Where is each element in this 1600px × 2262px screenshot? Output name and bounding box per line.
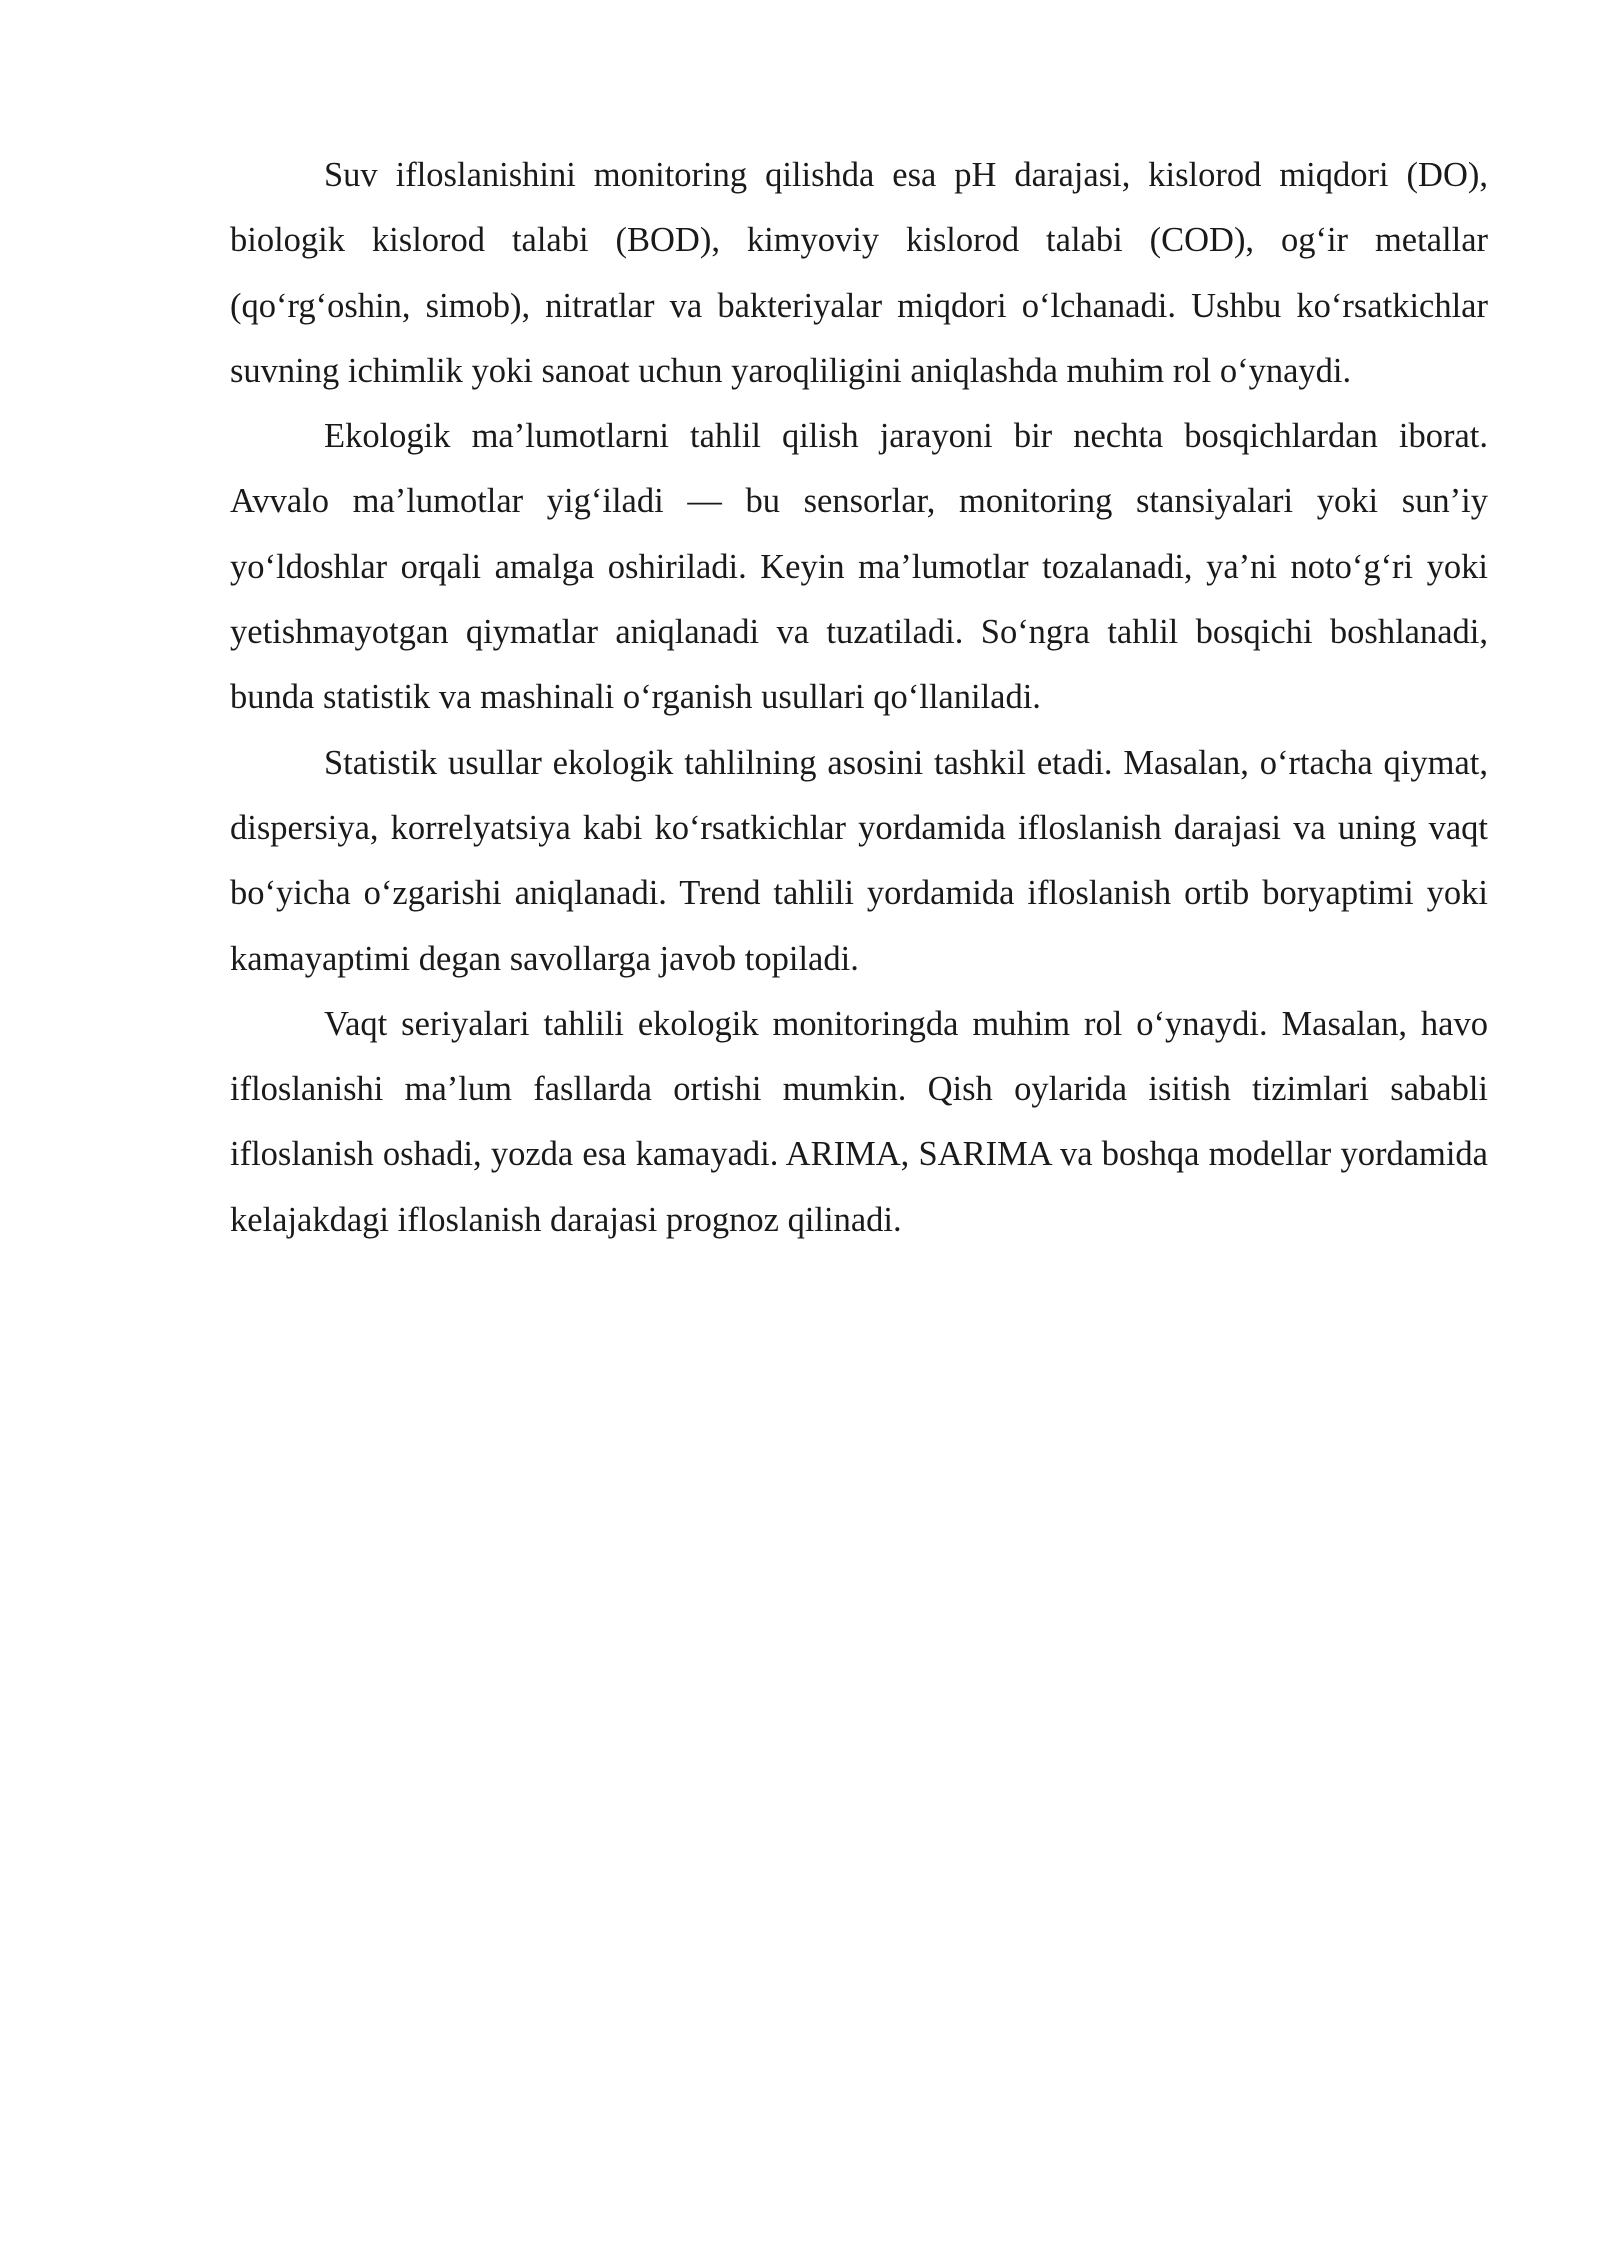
paragraph-analysis-stages: Ekologik ma’lumotlarni tahlil qilish jarayoni bir nechta bosqichlardan iborat. Avvalo ma’lumotlar yig‘iladi — bu sensorlar, monitoring stansiyalari yoki sun’iy yo‘ldoshlar orqali amalga oshiriladi. Keyin ma’lumotlar tozalanadi, ya’ni noto‘g‘ri yoki yetishmayotgan qiymatlar aniqlanadi va tuzatiladi. So‘ngra tahlil bosqichi boshlanadi, bunda statistik va mashinali o‘rganish usullari qo‘llaniladi. <box>230 417 1488 717</box>
document-body <box>230 143 1488 1253</box>
paragraph-statistical-methods: Statistik usullar ekologik tahlilning asosini tashkil etadi. Masalan, o‘rtacha qiymat, dispersiya, korrelyatsiya kabi ko‘rsatkichlar yordamida ifloslanish darajasi va uning vaqt bo‘yicha o‘zgarishi aniqlanadi. Trend tahlili yordamida ifloslanish ortib boryaptimi yoki kamayaptimi degan savollarga javob topiladi. <box>230 743 1488 978</box>
paragraph-time-series: Vaqt seriyalari tahlili ekologik monitoringda muhim rol o‘ynaydi. Masalan, havo ifloslanishi ma’lum fasllarda ortishi mumkin. Qish oylarida isitish tizimlari sababli ifloslanish oshadi, yozda esa kamayadi. ARIMA, SARIMA va boshqa modellar yordamida kelajakdagi ifloslanish darajasi prognoz qilinadi. <box>230 1004 1488 1239</box>
paragraph-water-monitoring: Suv ifloslanishini monitoring qilishda esa pH darajasi, kislorod miqdori (DO), biologik kislorod talabi (BOD), kimyoviy kislorod talabi (COD), og‘ir metallar (qo‘rg‘oshin, simob), nitratlar va bakteriyalar miqdori o‘lchanadi. Ushbu ko‘rsatkichlar suvning ichimlik yoki sanoat uchun yaroqliligini aniqlashda muhim rol o‘ynaydi. <box>230 156 1488 390</box>
